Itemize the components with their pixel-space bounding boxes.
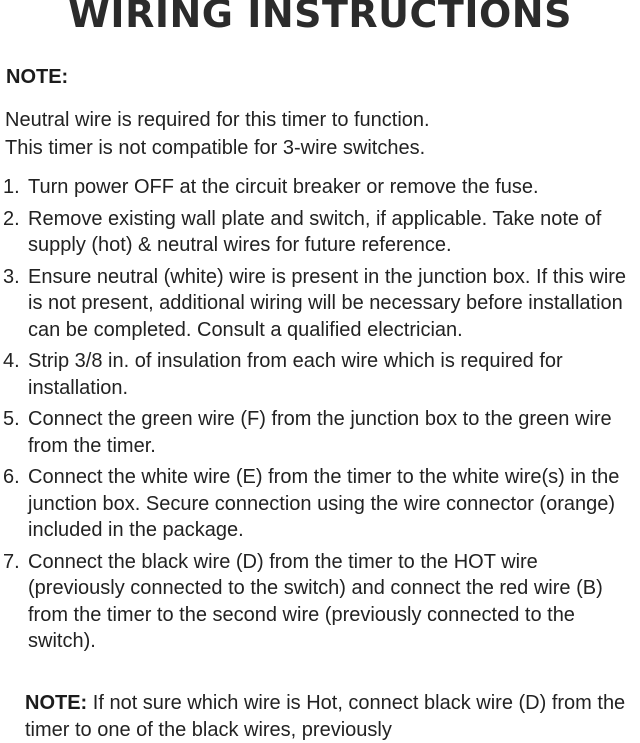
step-item bbox=[3, 264, 637, 344]
step-item bbox=[3, 206, 637, 259]
step-item bbox=[3, 549, 637, 655]
final-note-text: If not sure which wire is Hot, connect black wire (D) from the timer to one of the black wires, previously bbox=[25, 692, 626, 741]
step-number: 3. bbox=[3, 265, 20, 288]
step-item bbox=[3, 406, 637, 459]
intro-line: Neutral wire is required for this timer to function. bbox=[5, 109, 430, 131]
step-number: 7. bbox=[3, 550, 20, 573]
note-heading: NOTE: bbox=[6, 66, 69, 88]
step-text: Connect the white wire (E) from the timer to the white wire(s) in the junction box. Secure connection using the wire connector (orange) included in the package. bbox=[28, 466, 620, 541]
step-text: Ensure neutral (white) wire is present in the junction box. If this wire is not present, additional wiring will be necessary before installation can be completed. Consult a qualified electrician. bbox=[28, 265, 627, 341]
intro-line: This timer is not compatible for 3-wire switches. bbox=[5, 137, 426, 159]
step-item bbox=[3, 348, 637, 401]
step-number: 1. bbox=[3, 176, 20, 198]
step-number: 6. bbox=[3, 466, 20, 488]
intro-notes bbox=[5, 106, 635, 162]
step-number: 4. bbox=[3, 350, 20, 372]
page-title: WIRING INSTRUCTIONS bbox=[68, 0, 572, 36]
step-item bbox=[3, 464, 637, 544]
final-note-label: NOTE: bbox=[25, 692, 88, 714]
instruction-steps bbox=[3, 174, 637, 660]
step-text: Connect the black wire (D) from the timer to the HOT wire (previously connected to the switch) and connect the red wire (B) from the timer to the second wire (previously connected to the switch). bbox=[28, 550, 603, 652]
final-note bbox=[25, 690, 635, 743]
step-text: Connect the green wire (F) from the junction box to the green wire from the timer. bbox=[28, 408, 612, 457]
step-number: 2. bbox=[3, 207, 20, 230]
step-text: Strip 3/8 in. of insulation from each wire which is required for installation. bbox=[28, 350, 563, 399]
step-number: 5. bbox=[3, 408, 20, 430]
step-text: Turn power OFF at the circuit breaker or remove the fuse. bbox=[28, 176, 539, 198]
step-item bbox=[3, 174, 637, 201]
step-text: Remove existing wall plate and switch, if applicable. Take note of supply (hot) & neutral wires for future reference. bbox=[28, 207, 602, 256]
